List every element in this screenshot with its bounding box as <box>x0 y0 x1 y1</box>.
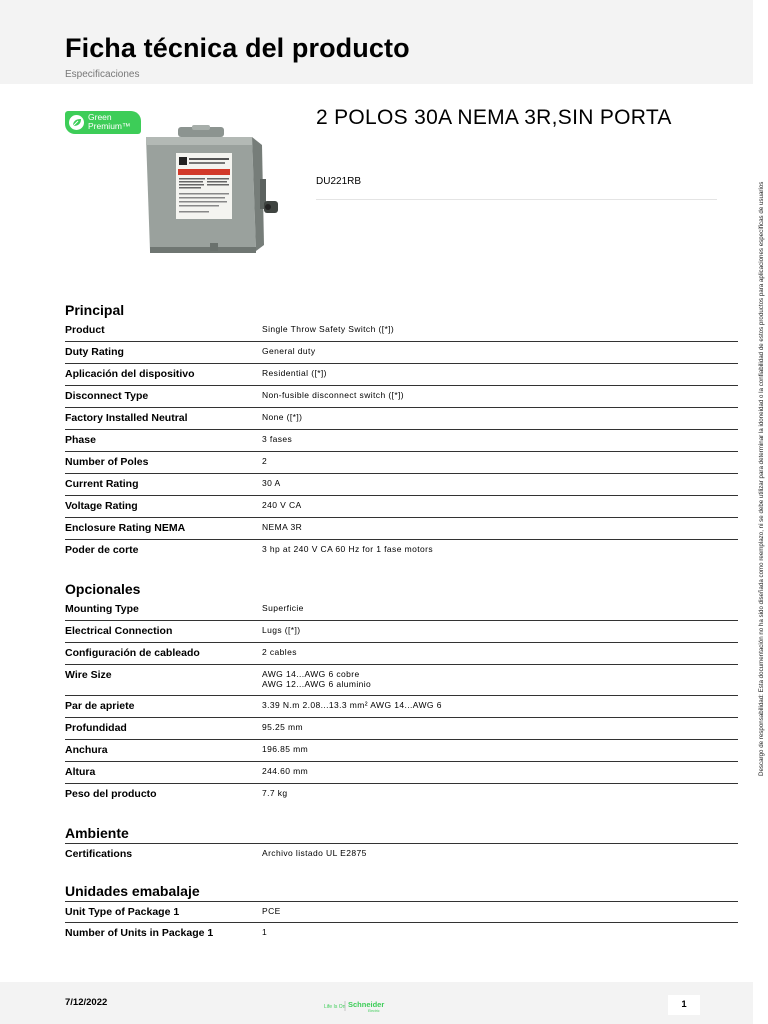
disclaimer-vertical <box>757 172 767 776</box>
spec-key: Altura <box>65 766 96 778</box>
spec-row <box>65 386 738 408</box>
section-title-principal: Principal <box>65 302 125 318</box>
spec-key: Disconnect Type <box>65 390 149 402</box>
spec-row <box>65 320 738 342</box>
spec-row <box>65 740 738 762</box>
spec-value: Archivo listado UL E2875 <box>262 848 367 858</box>
spec-row <box>65 665 738 696</box>
spec-key: Anchura <box>65 744 108 756</box>
spec-row <box>65 843 738 865</box>
spec-key: Unit Type of Package 1 <box>65 906 180 918</box>
spec-value: Residential ([*]) <box>262 368 327 378</box>
spec-key: Number of Units in Package 1 <box>65 927 214 939</box>
spec-row <box>65 923 738 945</box>
footer-date: 7/12/2022 <box>65 997 108 1008</box>
divider <box>316 199 717 200</box>
spec-value: 3.39 N.m 2.08...13.3 mm² AWG 14...AWG 6 <box>262 700 442 710</box>
spec-row <box>65 599 738 621</box>
spec-value: 240 V CA <box>262 500 302 510</box>
spec-value: Non-fusible disconnect switch ([*]) <box>262 390 405 400</box>
spec-row <box>65 452 738 474</box>
spec-row <box>65 430 738 452</box>
spec-row <box>65 621 738 643</box>
section-title-opcionales: Opcionales <box>65 581 141 597</box>
disclaimer-text: Descargo de responsabilidad: Esta documentación no ha sido diseñada como reemplazo, ni se debe utilizar para determinar la idoneidad o la confiabilidad de estos productos para aplicaciones específicas de usuarios <box>758 181 765 776</box>
spec-value: 1 <box>262 927 268 937</box>
page-footer <box>0 982 753 1024</box>
spec-value: 196.85 mm <box>262 744 309 754</box>
spec-value: 3 hp at 240 V CA 60 Hz for 1 fase motors <box>262 544 433 554</box>
spec-key: Poder de corte <box>65 544 139 556</box>
spec-value: None ([*]) <box>262 412 303 422</box>
brand-name: Schneider <box>348 1000 385 1009</box>
section-title-ambiente: Ambiente <box>65 825 129 841</box>
page-title: Ficha técnica del producto <box>65 33 410 63</box>
leaf-icon <box>69 115 84 130</box>
spec-key: Peso del producto <box>65 788 157 800</box>
product-title: 2 POLOS 30A NEMA 3R,SIN PORTA <box>316 106 672 129</box>
spec-key: Wire Size <box>65 669 112 681</box>
brand-tagline: Life Is On <box>324 1004 346 1010</box>
spec-key: Duty Rating <box>65 346 124 358</box>
spec-row <box>65 540 738 562</box>
spec-value: 3 fases <box>262 434 293 444</box>
spec-key: Electrical Connection <box>65 625 173 637</box>
spec-value: NEMA 3R <box>262 522 303 532</box>
spec-value: 7.7 kg <box>262 788 288 798</box>
spec-row <box>65 408 738 430</box>
spec-key: Product <box>65 324 105 336</box>
product-reference: DU221RB <box>316 176 362 187</box>
spec-row <box>65 696 738 718</box>
spec-row <box>65 762 738 784</box>
page-subtitle: Especificaciones <box>65 69 140 80</box>
spec-row <box>65 518 738 540</box>
brand-sub: Electric <box>368 1009 380 1013</box>
spec-value: Lugs ([*]) <box>262 625 301 635</box>
spec-value: 30 A <box>262 478 281 488</box>
section-title-unidades: Unidades emabalaje <box>65 883 200 899</box>
spec-key: Par de apriete <box>65 700 135 712</box>
page-header <box>0 0 753 84</box>
spec-value: 2 <box>262 456 268 466</box>
spec-row <box>65 784 738 806</box>
spec-value: General duty <box>262 346 316 356</box>
spec-key: Phase <box>65 434 96 446</box>
spec-value: 2 cables <box>262 647 297 657</box>
spec-row <box>65 718 738 740</box>
spec-key: Certifications <box>65 848 133 860</box>
spec-key: Factory Installed Neutral <box>65 412 188 424</box>
page-number: 1 <box>668 995 700 1015</box>
spec-row <box>65 474 738 496</box>
badge-line-1: Green <box>88 112 112 122</box>
spec-value: Superficie <box>262 603 304 613</box>
spec-row <box>65 901 738 923</box>
badge-line-2: Premium™ <box>88 121 131 131</box>
green-premium-badge <box>65 111 141 134</box>
spec-row <box>65 364 738 386</box>
spec-value: PCE <box>262 906 281 916</box>
spec-key: Configuración de cableado <box>65 647 200 659</box>
spec-value: 244.60 mm <box>262 766 309 776</box>
spec-key: Current Rating <box>65 478 139 490</box>
spec-key: Voltage Rating <box>65 500 138 512</box>
spec-key: Enclosure Rating NEMA <box>65 522 186 534</box>
spec-key: Profundidad <box>65 722 127 734</box>
schneider-electric-logo <box>324 999 404 1013</box>
spec-value: 95.25 mm <box>262 722 303 732</box>
spec-key: Number of Poles <box>65 456 149 468</box>
spec-value: AWG 14...AWG 6 cobre AWG 12...AWG 6 aluminio <box>262 669 372 689</box>
spec-key: Mounting Type <box>65 603 139 615</box>
product-image <box>140 123 282 263</box>
spec-row <box>65 342 738 364</box>
spec-row <box>65 643 738 665</box>
spec-row <box>65 496 738 518</box>
spec-key: Aplicación del dispositivo <box>65 368 195 380</box>
spec-value: Single Throw Safety Switch ([*]) <box>262 324 395 334</box>
